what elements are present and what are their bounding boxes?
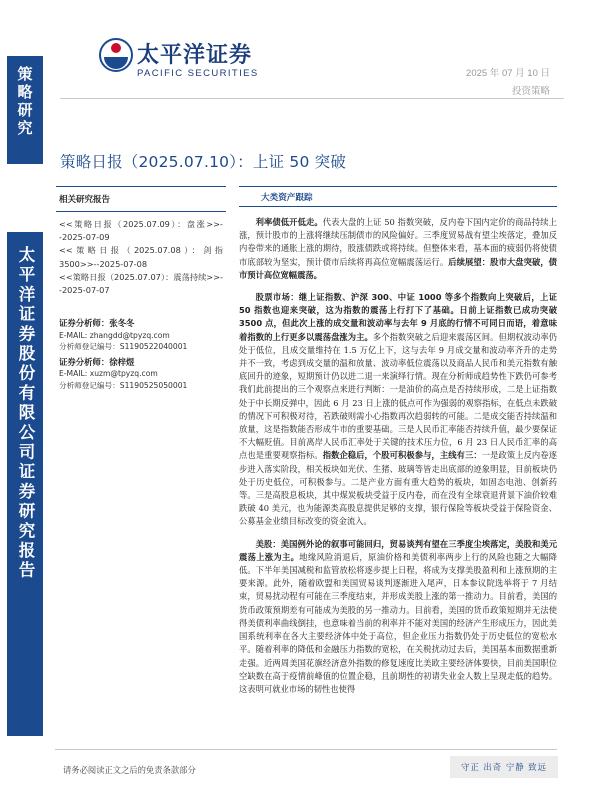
related-report-link[interactable]: <<策略日报（2025.07.08）：剑指3500>>--2025-07-08 bbox=[59, 245, 223, 269]
related-reports-heading: 相关研究报告 bbox=[59, 195, 111, 205]
paragraph-text: 多个指数突破之后迎来震荡区间。但期权波动率仍处于低位，且成交量维持在 1.5 万亿上下，这与去年 9 月成交量和波动率齐升的走势并不一致，考虑到成交量的温和放量、波动率低位震荡以及商品人民币和美元指数有触底回升的迹象，短期预计仍以进二退一来演绎行情。现在分析师成趋势性下跌仍可参考我们此前提出的三个观察点来进行判断：一是油价的高点是否持续形成，二是上证指数处于中长期反弹中，因此 6 月 23 日上涨的低点可作为强弱的观察指标，在低点未跌破的情况下可积极对待，若跌破则需小心指数再次趋弱转的可能。二是成交能否持续温和放量，这是指数能否形成牛市的重要基础。三是人民币汇率能否持续升值，最少要保证不大幅贬值。目前离岸人民币汇率处于关键的技术压力位，6 月 23 日人民币汇率的高点也是重要观察指标。 bbox=[239, 331, 557, 461]
report-category: 投资策略 bbox=[511, 86, 550, 97]
analyst-cert: 分析师登记编号：S1190525050001 bbox=[59, 380, 188, 390]
footer-divider bbox=[55, 749, 557, 750]
paragraph-lead: 股票市场：继上证指数、沪深 300、中证 1000 等多个指数向上突破后，上证 50 指数也迎来突破，这为指数的震荡上行打下了基础。日前上证指数已成功突破 3500 点，但此次上涨的成交量和波动率与去年 9 月底的行情不可同日而语，着意味着指数的上行更多以震荡盘涨为主。 bbox=[239, 292, 557, 342]
section-heading: 大类资产跟踪 bbox=[261, 193, 313, 203]
main-content bbox=[239, 186, 557, 705]
report-title: 策略日报（2025.07.10）：上证 50 突破 bbox=[60, 153, 347, 171]
left-column bbox=[56, 186, 226, 297]
header-divider bbox=[60, 98, 564, 99]
footer-disclaimer: 请务必阅读正文之后的免责条款部分 bbox=[63, 765, 196, 775]
company-name-en: PACIFIC SECURITIES bbox=[137, 68, 259, 79]
paragraph-lead: 利率债低开低走。 bbox=[255, 217, 323, 227]
footer-motto: 守正 出奇 宁静 致远 bbox=[450, 756, 558, 778]
paragraph-us-stocks bbox=[239, 538, 557, 696]
paragraph-text: 地缘风险消退后，原油价格和美债利率两步上行的风险也随之大幅降低。下半年美国减税和监管放松将逐步提上日程，将成为支撑美股盈利和上涨预期的主要来源。此外，随着欧盟和美国贸易谈判逐渐进入尾声，日本参议院选举将于 7 月结束，贸易扰动程有可能在三季度结束，并形成美股上涨的第一推动力。目前看，美国的货币政策预期差有可能成为美股的另一推动力。目前看，美国的货币政策短期并无法使得美债利率曲线倒挂，也意味着当前的利率并不能对美国的经济产生形成压力，因此美国系统利率在各大主要经济体中处于高位，但企业压力指数仍处于历史低位的宽松水平。随着利率的降低和金融压力指数的宽松，在关税扰动过去后，美国基本面数据重新走强。近两周美国花旗经济意外指数的修复速度比美欧主要经济体要快，目前美国职位空缺数在高于疫情前峰值的位置企稳，且前期性的初请失业金人数上呈现走低的趋势。这表明可就业市场的韧性也使得 bbox=[239, 551, 557, 694]
report-date: 2025 年 07 月 10 日 bbox=[466, 68, 550, 79]
paragraph-lead: 美股：美国例外论的叙事可能回归，贸易谈判有望在三季度尘埃落定，美股和美元震荡上涨为主。 bbox=[239, 538, 557, 562]
analyst-email[interactable]: E-MAIL: xuzm@tpyzq.com bbox=[59, 369, 158, 378]
sidebar bbox=[0, 0, 50, 792]
report-body bbox=[239, 207, 557, 696]
sidebar-company-label: 太平洋证券股份有限公司证券研究报告 bbox=[16, 246, 35, 581]
sidebar-company-band bbox=[7, 232, 43, 736]
analyst-name: 证券分析师：张冬冬 bbox=[59, 318, 135, 328]
paragraph-bonds bbox=[239, 216, 557, 282]
paragraph-text: 但整体来看，基本面的疲弱仍将使债市底部较为坚实，预计债市后续将再高位宽幅震荡运行。 bbox=[239, 243, 557, 267]
analyst-cert: 分析师登记编号：S1190522040001 bbox=[59, 342, 188, 351]
paragraph-stocks bbox=[239, 291, 557, 529]
analyst-email[interactable]: E-MAIL: zhangdd@tpyzq.com bbox=[59, 330, 170, 340]
paragraph-conclusion: 后续展望：股市大盘突破，债市预计高位宽幅震荡。 bbox=[239, 256, 557, 280]
company-name-cn: 太平洋证券 bbox=[137, 43, 253, 68]
related-report-link[interactable]: <<策略日报（2025.07.09）：盘涨>>--2025-07-09 bbox=[59, 219, 223, 243]
related-reports-list bbox=[56, 212, 226, 297]
analyst-name: 证券分析师：徐梓煜 bbox=[59, 356, 135, 367]
sidebar-category-band bbox=[7, 56, 43, 164]
sidebar-category-label: 策略研究 bbox=[15, 66, 34, 138]
related-report-link[interactable]: <<策略日报（2025.07.07）：震荡持续>>--2025-07-07 bbox=[59, 271, 223, 296]
analyst-info bbox=[59, 318, 224, 391]
paragraph-text: 一是政策上反内卷逐步进入落实阶段，相关板块如光伏、生猪、玻璃等皆走出底部的迹象明显，目前板块仍处于历史低位，可积极参与。二是产业方面有重大趋势的板块，如固态电池、创新药等。三是高股息板块，其中煤炭板块受益于反内卷，而在没有全球衰退背景下油价较难跌破 40 美元，也为能源类高股息提供足够的支撑，银行保险等板块受益于保险资金、公募基金业绩目标改变的资金流入。 bbox=[239, 450, 557, 527]
paragraph-text: 代表大盘的上证 50 指数突破，反内卷下国内定价的商品持续上涨，预计股市的上涨将继续压制债市的风险偏好。三季度贸易战有望尘埃落定，叠加反内卷带来的通胀上涨的期待，股涨债跌或将持续。 bbox=[239, 217, 557, 254]
paragraph-conclusion: 指数企稳后，个股可积极参与，主线有三： bbox=[322, 450, 482, 461]
